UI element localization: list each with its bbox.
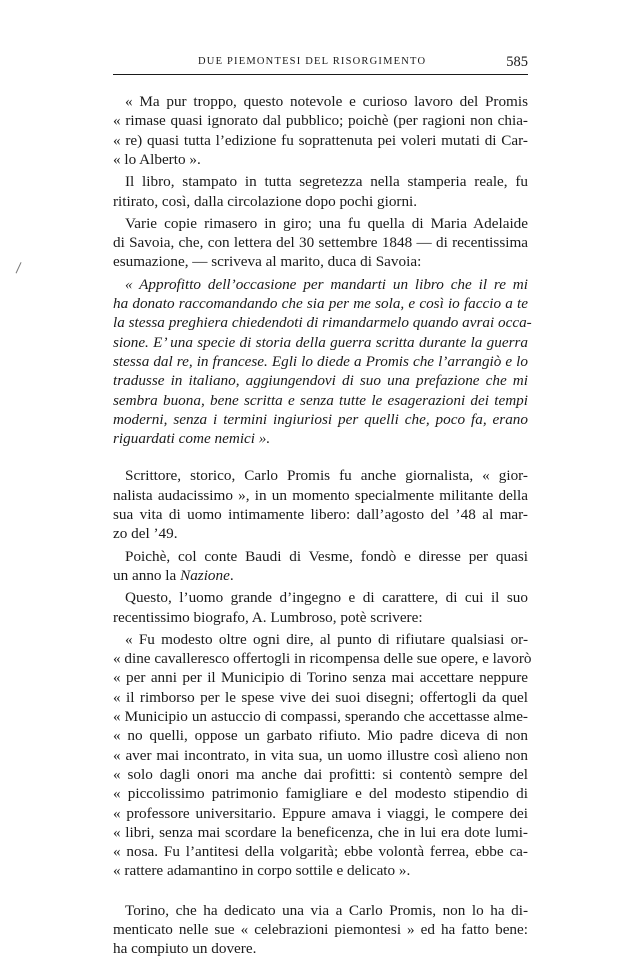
text-line: « solo dagli onori ma anche dai profitti: si contentò sempre del xyxy=(113,765,528,783)
text-line: moderni, senza i termini ingiuriosi per quelli che, poco fa, erano xyxy=(113,410,528,428)
text-line: « per anni per il Municipio di Torino senza mai accettare neppure xyxy=(113,669,528,687)
text-line: Poichè, col conte Baudi di Vesme, fondò e diresse per quasi xyxy=(125,547,528,565)
running-title: DUE PIEMONTESI DEL RISORGIMENTO xyxy=(198,56,427,67)
text-line: « lo Alberto ». xyxy=(113,150,201,168)
text-line: di Savoia, che, con lettera del 30 settembre 1848 — di recentissima xyxy=(113,234,528,252)
text-line: « professore universitario. Eppure amava i viaggi, le compere dei xyxy=(113,804,528,822)
text-line: « re) quasi tutta l’edizione fu soprattenuta pei voleri mutati di Car- xyxy=(113,131,528,149)
header-rule xyxy=(113,74,528,75)
text-line: « dine cavalleresco offertogli in ricompensa delle sue opere, e lavorò xyxy=(113,650,532,668)
text-line: « il rimborso per le spese vive dei suoi disegni; offertogli da quel xyxy=(113,688,528,706)
text-line: « nosa. Fu l’antitesi della volgarità; ebbe volontà ferrea, ebbe ca- xyxy=(113,843,528,861)
text-line: Varie copie rimasero in giro; una fu quella di Maria Adelaide xyxy=(125,214,528,232)
text-line: ha donato raccomandando che sia per me sola, e così io faccio a te xyxy=(113,295,528,312)
text-line: « no quelli, oppose un garbato rifiuto. Mio padre diceva di non xyxy=(113,727,528,745)
margin-mark xyxy=(16,262,23,274)
text-line: « aver mai incontrato, in vita sua, un uomo illustre così alieno non xyxy=(113,746,528,764)
text-line: recentissimo biografo, A. Lumbroso, potè scrivere: xyxy=(113,608,423,626)
text-line: Scrittore, storico, Carlo Promis fu anche giornalista, « gior- xyxy=(125,467,528,485)
text-line: menticato nelle sue « celebrazioni piemontesi » ed ha fatto bene: xyxy=(113,921,528,938)
text-line: « rattere adamantino in corpo sottile e delicato ». xyxy=(113,862,411,880)
text-line: « rimase quasi ignorato dal pubblico; poichè (per ragioni non chia- xyxy=(113,112,528,130)
text-line: « Municipio un astuccio di compassi, sperando che accettasse alme- xyxy=(113,708,528,725)
text-line: Questo, l’uomo grande d’ingegno e di carattere, di cui il suo xyxy=(125,589,528,607)
text-line: la stessa preghiera chiedendoti di rimandarmelo quando avrai occa- xyxy=(113,314,532,332)
text-line: sua vita di uomo intimamente libero: dall’agosto del ’48 al mar- xyxy=(113,506,528,523)
text-line: zo del ’49. xyxy=(113,525,178,543)
text-line: un anno la Nazione. xyxy=(113,566,234,584)
text-line: ha compiuto un dovere. xyxy=(113,940,257,958)
text-line: « piccolissimo patrimonio famigliare e del modesto stipendio di xyxy=(113,785,528,803)
text-line: Torino, che ha dedicato una via a Carlo Promis, non lo ha di- xyxy=(125,901,528,919)
text-line: esumazione, — scriveva al marito, duca di Savoia: xyxy=(113,253,422,271)
running-header xyxy=(113,54,528,74)
text-line: Il libro, stampato in tutta segretezza nella stamperia reale, fu xyxy=(125,173,528,191)
text-line: « Fu modesto oltre ogni dire, al punto di rifiutare qualsiasi or- xyxy=(125,630,528,648)
text-line: sione. E’ una specie di storia della guerra scritta durante la guerra xyxy=(113,333,528,351)
text-line: ritirato, così, dalla circolazione dopo pochi giorni. xyxy=(113,192,418,210)
text-line: « Approfitto dell’occasione per mandarti un libro che il re mi xyxy=(125,275,528,293)
text-line: « Ma pur troppo, questo notevole e curioso lavoro del Promis xyxy=(125,93,528,110)
text-line: stessa dal re, in francese. Egli lo diede a Promis che l’arrangiò e lo xyxy=(113,352,528,370)
text-line: riguardati come nemici ». xyxy=(113,430,271,448)
text-line: « libri, senza mai scordare la beneficenza, che in lui era dote lumi- xyxy=(113,823,528,841)
text-line: tradusse in italiano, aggiungendovi di suo una prefazione che mi xyxy=(113,372,528,390)
text-line: sembra buona, bene scritta e senza tutte le esagerazioni dei tempi xyxy=(113,391,528,409)
page-number: 585 xyxy=(506,54,528,70)
text-line: nalista audacissimo », in un momento specialmente militante della xyxy=(113,486,528,504)
